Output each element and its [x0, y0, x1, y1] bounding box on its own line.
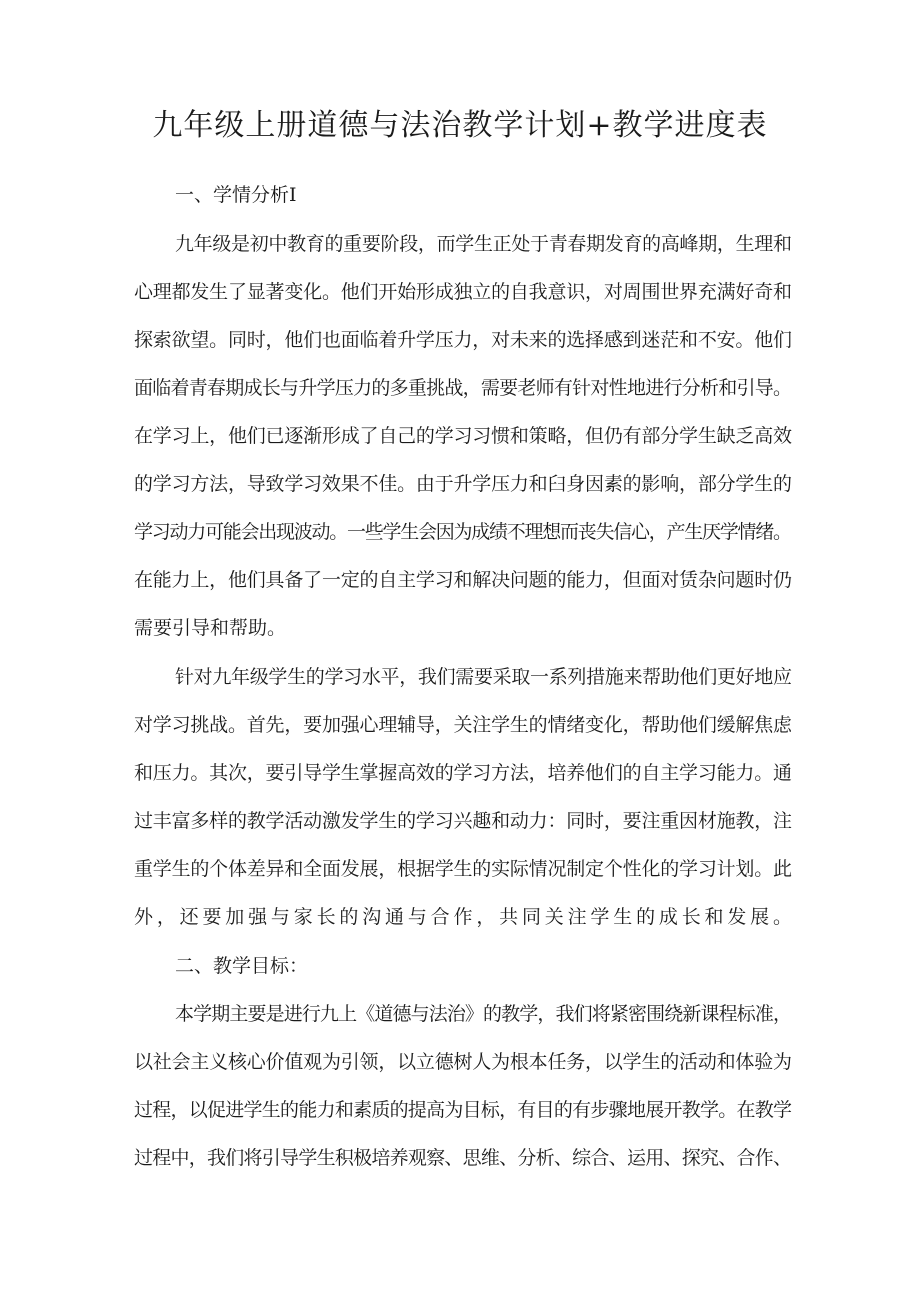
document-title: 九年级上册道德与法治教学计划+教学进度表 [152, 108, 768, 143]
paragraph-line: 的学习方法，导致学习效果不佳。由于升学压力和臼身因素的影响，部分学生的 [134, 473, 792, 495]
paragraph-line: 心理都发生了显著变化。他们开始形成独立的自我意识，对周围世界充满好奇和 [134, 281, 792, 303]
paragraph-line: 在学习上，他们已逐渐形成了自己的学习习惯和策略，但仍有部分学生缺乏高效 [134, 425, 792, 447]
paragraph-line: 需要引导和帮助。 [134, 617, 287, 639]
paragraph-line: 以社会主义核心价值观为引领，以立德树人为根本任务，以学生的活动和体验为 [134, 1051, 792, 1073]
paragraph-line: 学习动力可能会出现波动。一些学生会因为成绩不理想而丧失信心，产生厌学情绪。 [134, 521, 791, 543]
paragraph-line: 重学生的个体差异和全面发展，根据学生的实际情况制定个性化的学习计划。此 [134, 858, 792, 880]
paragraph-line: 面临着青春期成长与升学压力的多重挑战，需要老师有针对性地进行分析和引导。 [134, 377, 792, 399]
paragraph-line: 过丰富多样的教学活动激发学生的学习兴趣和动力：同时，要注重因材施教，注 [134, 810, 792, 832]
paragraph-line: 和压力。其次，要引导学生掌握高效的学习方法，培养他们的自主学习能力。通 [134, 762, 792, 784]
paragraph-line: 在能力上，他们具备了一定的自主学习和解决问题的能力，但面对赁杂问题时仍 [134, 569, 792, 591]
paragraph-line: 本学期主要是进行九上《道德与法治》的教学，我们将紧密围绕新课程标准， [175, 1003, 792, 1025]
section-heading-objectives: 二、教学目标： [175, 955, 309, 977]
section-heading-analysis: 一、学情分析I [175, 184, 297, 206]
paragraph-line: 对学习挑战。首先，要加强心理辅导，关注学生的情绪变化，帮助他们缓解焦虑 [134, 714, 792, 736]
paragraph-line: 过程，以促进学生的能力和素质的提高为目标，有目的有步骤地展开教学。在教学 [134, 1099, 792, 1121]
paragraph-line: 外，还要加强与家长的沟通与合作，共同关注学生的成长和发展。 [134, 906, 796, 928]
paragraph-line: 九年级是初中教育的重要阶段，而学生正处于青春期发育的高峰期，生理和 [175, 233, 792, 255]
paragraph-line: 过程中，我们将引导学生积极培养观察、思维、分析、综合、运用、探究、合作、 [134, 1147, 792, 1169]
paragraph-line: 探索欲望。同时，他们也面临着升学压力，对未来的选择感到迷茫和不安。他们 [134, 329, 792, 351]
paragraph-line: 针对九年级学生的学习水平，我们需要采取一系列措施来帮助他们更好地应 [175, 666, 792, 688]
